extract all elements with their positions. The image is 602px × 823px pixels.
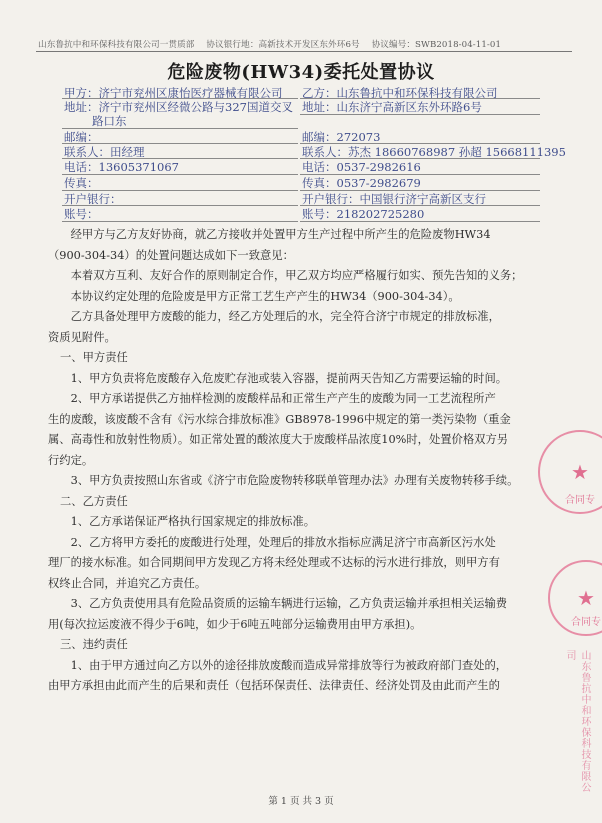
party-a-phone: 13605371067 [98,160,179,174]
party-a-address: 济宁市兖州区经微公路与327国道交叉 [98,100,293,114]
party-b-account-label: 账号： [302,207,337,221]
party-b-account: 218202725280 [336,207,425,221]
header-divider [36,51,572,52]
form-underline [300,205,540,206]
seal-star-icon: ★ [571,460,589,484]
form-underline [62,98,298,99]
party-b-address-label: 地址： [302,100,337,114]
clause-c1: 1、由于甲方通过向乙方以外的途径排放废酸而造成异常排放等行为被政府部门查处的， [70,658,508,672]
form-underline [300,174,540,175]
header-bank: 协议银行地：高新技术开发区东外环6号 [206,40,360,50]
clause-a2-cont: 生的废酸，该废酸不含有《污水综合排放标准》GB8978-1996中规定的第一类污染物（重金 [48,412,511,426]
clause-b2-cont: 权终止合同，并追究乙方责任。 [48,576,207,590]
party-a-name-label: 甲方： [64,86,99,100]
header-company: 山东鲁抗中和环保科技有限公司一贯质部 [38,40,195,50]
party-a-address-label: 地址： [64,100,99,114]
capability-paragraph-cont: 资质见附件。 [48,330,116,344]
section-heading-breach: 三、违约责任 [60,638,128,651]
party-b-postcode-label: 邮编： [302,130,337,144]
form-underline [300,143,540,144]
clause-b3-cont: 用(每次拉运废液不得少于6吨，如少于6吨五吨部分运输费用由甲方承担)。 [48,617,422,631]
form-underline [62,128,298,129]
clause-b2-cont: 理厂的接水标准。如合同期间甲方发现乙方将未经处理或不达标的污水进行排放，则甲方有 [48,556,500,569]
clause-b2: 2、乙方将甲方委托的废酸进行处理，处理后的排放水指标应满足济宁市高新区污水处 [70,535,496,549]
party-a-address-line [64,100,293,115]
intro-line-cont: （900-304-34）的处置问题达成如下一致意见： [48,248,294,262]
capability-paragraph: 乙方具备处理甲方废酸的能力，经乙方处理后的水，完全符合济宁市规定的排放标准， [70,310,500,323]
side-seal: 山东鲁抗中和环保科技有限公司 [564,650,590,793]
party-a-phone-line [64,160,179,175]
seal-text: 合同专 [565,495,595,506]
form-underline [300,114,540,115]
contract-body [48,225,558,697]
form-underline [300,158,540,159]
party-b-fax-line [302,176,421,191]
party-a-fax-label: 传真： [64,176,99,190]
header-code: 协议编号：SWB2018-04-11-01 [371,40,502,50]
party-b-fax: 0537-2982679 [336,176,421,190]
clause-a2: 2、甲方承诺提供乙方抽样检测的废酸样品和正常生产产生的废酸为同一工艺流程所产 [70,392,496,405]
scope-paragraph: 本协议约定处理的危险废是甲方正常工艺生产产生的HW34（900-304-34）。 [70,289,460,303]
party-b-contact-label: 联系人： [302,145,348,159]
form-underline [300,221,540,222]
clause-b1: 1、乙方承诺保证严格执行国家规定的排放标准。 [70,515,316,528]
party-b-address-line [302,100,482,115]
clause-a3: 3、甲方负责按照山东省或《济宁市危险废物转移联单管理办法》办理有关废物转移手续。 [70,474,519,487]
party-a-address-cont: 路口东 [92,114,127,128]
form-underline [62,221,298,222]
party-b-phone-label: 电话： [302,160,337,174]
party-b-account-line [302,207,424,222]
form-underline [62,205,298,206]
party-b-postcode: 272073 [336,130,381,144]
party-a-bank-label: 开户银行： [64,192,122,206]
party-b-name-label: 乙方： [302,86,337,100]
party-a-contact-label: 联系人： [64,145,110,159]
document-title: 危险废物(HW34)委托处置协议 [167,62,435,83]
party-b-bank-label: 开户银行： [302,192,360,206]
party-a-contact: 田经理 [110,145,145,159]
party-a-postcode-label: 邮编： [64,130,99,144]
clause-c1-cont: 由甲方承担由此而产生的后果和责任（包括环保责任、法律责任、经济处罚及由此而产生的 [48,679,500,692]
form-underline [62,174,298,175]
seal-star-icon: ★ [577,586,595,610]
form-underline [300,190,540,191]
party-b-phone: 0537-2982616 [336,160,421,174]
party-a-fax-line [64,176,99,191]
clause-a1: 1、甲方负责将危废酸存入危废贮存池或装入容器，提前两天告知乙方需要运输的时间。 [70,371,508,385]
section-heading-party-a: 一、甲方责任 [60,351,128,364]
page-header [38,38,568,50]
form-underline [62,190,298,191]
seal-text: 合同专 [571,617,601,628]
party-b-bank: 中国银行济宁高新区支行 [359,192,486,206]
page-number: 第 1 页 共 3 页 [268,796,334,807]
party-b-fax-label: 传真： [302,176,337,190]
clause-a2-cont: 属、高毒性和放射性物质）。如正常处置的酸浓度大于废酸样品浓度10%时，处置价格双方另 [48,433,509,446]
party-a-name: 济宁市兖州区康怡医疗器械有限公司 [98,86,283,100]
principle-paragraph: 本着双方互利、友好合作的原则制定合作，甲乙双方均应严格履行如实、预先告知的义务； [70,269,523,282]
clause-b3: 3、乙方负责使用具有危险品资质的运输车辆进行运输，乙方负责运输并承担相关运输费 [70,597,508,610]
intro-line: 经甲方与乙方友好协商，就乙方接收并处置甲方生产过程中所产生的危险废物HW34 [70,228,491,241]
party-a-phone-label: 电话： [64,160,99,174]
party-b-phone-line [302,160,421,175]
party-a-account-label: 账号： [64,207,99,221]
form-underline [62,158,298,159]
form-underline [62,143,298,144]
party-b-contact: 苏杰 18660768987 孙超 15668111395 [348,145,566,159]
form-underline [300,98,540,99]
section-heading-party-b: 二、乙方责任 [60,494,128,508]
clause-a2-cont: 行约定。 [48,453,94,467]
party-a-account-line [64,207,99,222]
party-b-name: 山东鲁抗中和环保科技有限公司 [336,86,498,100]
party-b-address: 山东济宁高新区东外环路6号 [336,100,482,114]
